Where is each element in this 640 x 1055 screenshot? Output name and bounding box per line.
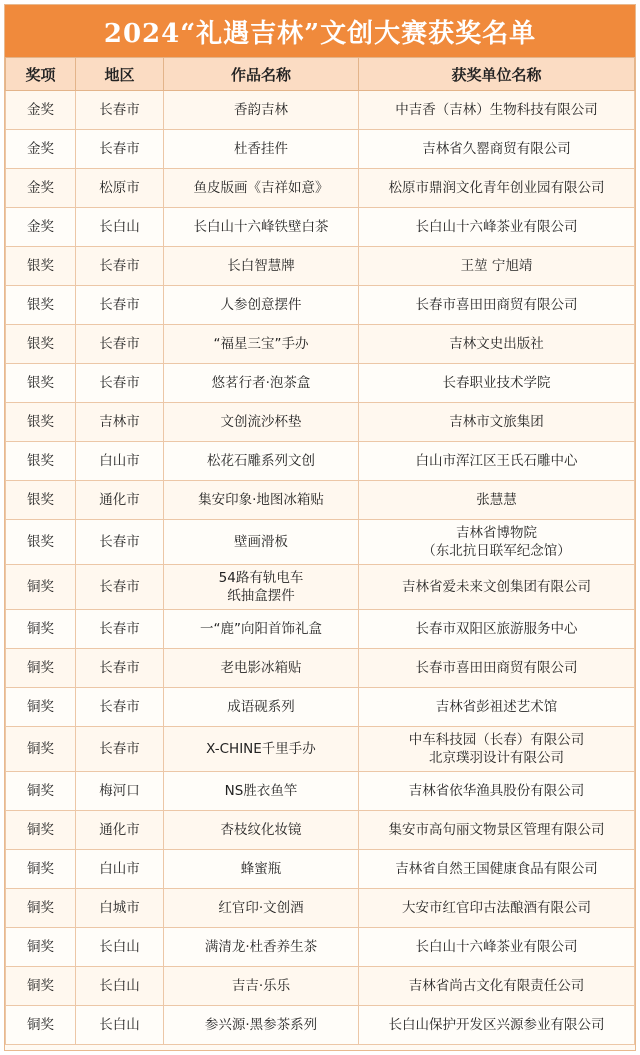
- unit-cell: [359, 169, 635, 208]
- unit-line: 吉林市文旅集团: [449, 414, 544, 430]
- award-cell: 铜奖: [6, 850, 76, 889]
- unit-line: 长白山保护开发区兴源参业有限公司: [388, 1017, 605, 1033]
- work-cell: [164, 325, 359, 364]
- table-row: [6, 967, 635, 1006]
- region-cell: 长春市: [76, 520, 164, 565]
- work-line: 吉吉·乐乐: [231, 978, 291, 994]
- work-line: “福星三宝”手办: [213, 336, 309, 352]
- unit-line: 长春市双阳区旅游服务中心: [415, 621, 578, 637]
- work-cell: [164, 688, 359, 727]
- unit-cell: [359, 442, 635, 481]
- unit-line: 吉林文史出版社: [449, 336, 544, 352]
- award-cell: 金奖: [6, 169, 76, 208]
- region-cell: 白城市: [76, 889, 164, 928]
- work-line: 一“鹿”向阳首饰礼盒: [200, 621, 322, 637]
- unit-cell: [359, 286, 635, 325]
- work-cell: [164, 1006, 359, 1045]
- award-cell: 银奖: [6, 481, 76, 520]
- award-cell: 金奖: [6, 208, 76, 247]
- unit-cell: [359, 811, 635, 850]
- unit-line: 长春市喜田田商贸有限公司: [415, 297, 578, 313]
- unit-line: 长春市喜田田商贸有限公司: [415, 660, 578, 676]
- unit-line: 王堃 宁旭靖: [460, 258, 533, 274]
- unit-line: 吉林省彭祖述艺术馆: [435, 699, 558, 715]
- table-row: [6, 1006, 635, 1045]
- work-line: 红官印·文创酒: [218, 900, 304, 916]
- table-row: [6, 247, 635, 286]
- table-row: [6, 688, 635, 727]
- table-row: [6, 286, 635, 325]
- unit-cell: [359, 1006, 635, 1045]
- award-cell: 铜奖: [6, 889, 76, 928]
- work-cell: [164, 727, 359, 772]
- table-row: [6, 520, 635, 565]
- region-cell: 梅河口: [76, 772, 164, 811]
- unit-cell: [359, 772, 635, 811]
- region-cell: 吉林市: [76, 403, 164, 442]
- work-cell: [164, 967, 359, 1006]
- work-cell: [164, 91, 359, 130]
- work-line: 集安印象·地图冰箱贴: [198, 492, 324, 508]
- table-header-row: [6, 58, 635, 91]
- unit-cell: [359, 364, 635, 403]
- unit-cell: [359, 325, 635, 364]
- work-line: 杜香挂件: [234, 141, 288, 157]
- unit-cell: [359, 481, 635, 520]
- unit-line: 长白山十六峰茶业有限公司: [415, 219, 578, 235]
- header-unit: 获奖单位名称: [359, 58, 635, 91]
- unit-line: 长春职业技术学院: [442, 375, 551, 391]
- unit-line: 吉林省自然王国健康食品有限公司: [395, 861, 598, 877]
- work-line: 松花石雕系列文创: [207, 453, 315, 469]
- table-row: [6, 850, 635, 889]
- unit-line: 中车科技园（长春）有限公司: [408, 732, 585, 748]
- table-row: [6, 889, 635, 928]
- region-cell: 通化市: [76, 811, 164, 850]
- award-cell: 金奖: [6, 91, 76, 130]
- work-line: 参兴源·黑参茶系列: [204, 1017, 318, 1033]
- work-line: 成语砚系列: [227, 699, 295, 715]
- work-line: 纸抽盒摆件: [227, 588, 295, 604]
- award-cell: 银奖: [6, 403, 76, 442]
- region-cell: 白山市: [76, 850, 164, 889]
- unit-line: 吉林省尚古文化有限责任公司: [408, 978, 585, 994]
- unit-line: 中吉香（吉林）生物科技有限公司: [395, 102, 598, 118]
- award-cell: 铜奖: [6, 649, 76, 688]
- unit-cell: [359, 91, 635, 130]
- unit-line: 白山市浑江区王氏石雕中心: [415, 453, 578, 469]
- work-line: NS胜衣鱼竿: [224, 783, 298, 799]
- unit-line: 大安市红官印古法酿酒有限公司: [402, 900, 591, 916]
- work-line: 长白山十六峰铁壁白茶: [193, 219, 329, 235]
- work-cell: [164, 520, 359, 565]
- unit-line: 松原市鼎润文化青年创业园有限公司: [388, 180, 605, 196]
- region-cell: 长春市: [76, 91, 164, 130]
- region-cell: 长春市: [76, 610, 164, 649]
- work-cell: [164, 286, 359, 325]
- unit-cell: [359, 649, 635, 688]
- award-cell: 铜奖: [6, 772, 76, 811]
- work-cell: [164, 247, 359, 286]
- unit-line: 吉林省久罂商贸有限公司: [422, 141, 571, 157]
- work-line: 鱼皮版画《吉祥如意》: [193, 180, 329, 196]
- region-cell: 松原市: [76, 169, 164, 208]
- unit-line: 吉林省依华渔具股份有限公司: [408, 783, 585, 799]
- award-cell: 银奖: [6, 520, 76, 565]
- table-row: [6, 91, 635, 130]
- work-cell: [164, 889, 359, 928]
- work-cell: [164, 565, 359, 610]
- unit-cell: [359, 688, 635, 727]
- award-cell: 银奖: [6, 325, 76, 364]
- work-cell: [164, 481, 359, 520]
- table-row: [6, 928, 635, 967]
- unit-line: 长白山十六峰茶业有限公司: [415, 939, 578, 955]
- region-cell: 长春市: [76, 364, 164, 403]
- table-row: [6, 169, 635, 208]
- unit-cell: [359, 928, 635, 967]
- award-cell: 银奖: [6, 364, 76, 403]
- region-cell: 长春市: [76, 727, 164, 772]
- award-cell: 银奖: [6, 247, 76, 286]
- unit-cell: [359, 889, 635, 928]
- award-cell: 铜奖: [6, 811, 76, 850]
- region-cell: 长白山: [76, 1006, 164, 1045]
- award-cell: 铜奖: [6, 688, 76, 727]
- work-line: 老电影冰箱贴: [220, 660, 302, 676]
- table-row: [6, 403, 635, 442]
- table-row: [6, 364, 635, 403]
- work-cell: [164, 772, 359, 811]
- award-cell: 银奖: [6, 286, 76, 325]
- table-row: [6, 610, 635, 649]
- region-cell: 长白山: [76, 967, 164, 1006]
- award-table: [5, 57, 635, 1045]
- work-cell: [164, 130, 359, 169]
- region-cell: 长春市: [76, 565, 164, 610]
- unit-cell: [359, 520, 635, 565]
- unit-cell: [359, 727, 635, 772]
- header-award: 奖项: [6, 58, 76, 91]
- region-cell: 长春市: [76, 325, 164, 364]
- table-row: [6, 565, 635, 610]
- region-cell: 长春市: [76, 286, 164, 325]
- unit-cell: [359, 403, 635, 442]
- region-cell: 通化市: [76, 481, 164, 520]
- table-row: [6, 130, 635, 169]
- table-row: [6, 325, 635, 364]
- unit-line: 张慧慧: [476, 492, 517, 508]
- work-line: 悠茗行者·泡茶盒: [211, 375, 311, 391]
- region-cell: 长春市: [76, 130, 164, 169]
- unit-line: 吉林省爱未来文创集团有限公司: [402, 579, 591, 595]
- work-cell: [164, 811, 359, 850]
- work-cell: [164, 928, 359, 967]
- table-row: [6, 649, 635, 688]
- region-cell: 长春市: [76, 688, 164, 727]
- work-line: 54路有轨电车: [218, 570, 304, 586]
- work-cell: [164, 610, 359, 649]
- award-cell: 金奖: [6, 130, 76, 169]
- work-cell: [164, 649, 359, 688]
- work-cell: [164, 850, 359, 889]
- work-line: 文创流沙杯垫: [220, 414, 302, 430]
- award-cell: 铜奖: [6, 727, 76, 772]
- unit-cell: [359, 610, 635, 649]
- work-cell: [164, 364, 359, 403]
- region-cell: 白山市: [76, 442, 164, 481]
- unit-cell: [359, 850, 635, 889]
- award-list-sheet: [4, 4, 636, 1051]
- award-cell: 铜奖: [6, 610, 76, 649]
- table-row: [6, 442, 635, 481]
- award-cell: 铜奖: [6, 967, 76, 1006]
- unit-cell: [359, 208, 635, 247]
- unit-cell: [359, 130, 635, 169]
- table-body: [6, 91, 635, 1045]
- work-line: 壁画滑板: [234, 534, 288, 550]
- header-work: 作品名称: [164, 58, 359, 91]
- unit-line: 集安市高句丽文物景区管理有限公司: [388, 822, 605, 838]
- work-cell: [164, 403, 359, 442]
- work-line: 人参创意摆件: [220, 297, 302, 313]
- work-cell: [164, 208, 359, 247]
- award-cell: 铜奖: [6, 565, 76, 610]
- unit-cell: [359, 565, 635, 610]
- table-row: [6, 811, 635, 850]
- award-cell: 铜奖: [6, 928, 76, 967]
- unit-cell: [359, 967, 635, 1006]
- work-line: 香韵吉林: [234, 102, 288, 118]
- award-cell: 银奖: [6, 442, 76, 481]
- region-cell: 长春市: [76, 247, 164, 286]
- header-region: 地区: [76, 58, 164, 91]
- work-line: X-CHINE千里手办: [206, 741, 316, 757]
- work-cell: [164, 169, 359, 208]
- unit-line: 北京璞羽设计有限公司: [429, 750, 564, 766]
- region-cell: 长白山: [76, 928, 164, 967]
- table-row: [6, 481, 635, 520]
- work-cell: [164, 442, 359, 481]
- unit-line: 吉林省博物院: [456, 525, 537, 541]
- page-title: 2024“礼遇吉林”文创大赛获奖名单: [5, 5, 635, 57]
- table-row: [6, 208, 635, 247]
- unit-cell: [359, 247, 635, 286]
- work-line: 蜂蜜瓶: [240, 861, 282, 877]
- region-cell: 长白山: [76, 208, 164, 247]
- work-line: 杏枝纹化妆镜: [220, 822, 302, 838]
- region-cell: 长春市: [76, 649, 164, 688]
- table-row: [6, 727, 635, 772]
- work-line: 长白智慧牌: [227, 258, 295, 274]
- work-line: 满清龙·杜香养生茶: [204, 939, 318, 955]
- award-cell: 铜奖: [6, 1006, 76, 1045]
- table-row: [6, 772, 635, 811]
- unit-line: （东北抗日联军纪念馆）: [422, 543, 571, 559]
